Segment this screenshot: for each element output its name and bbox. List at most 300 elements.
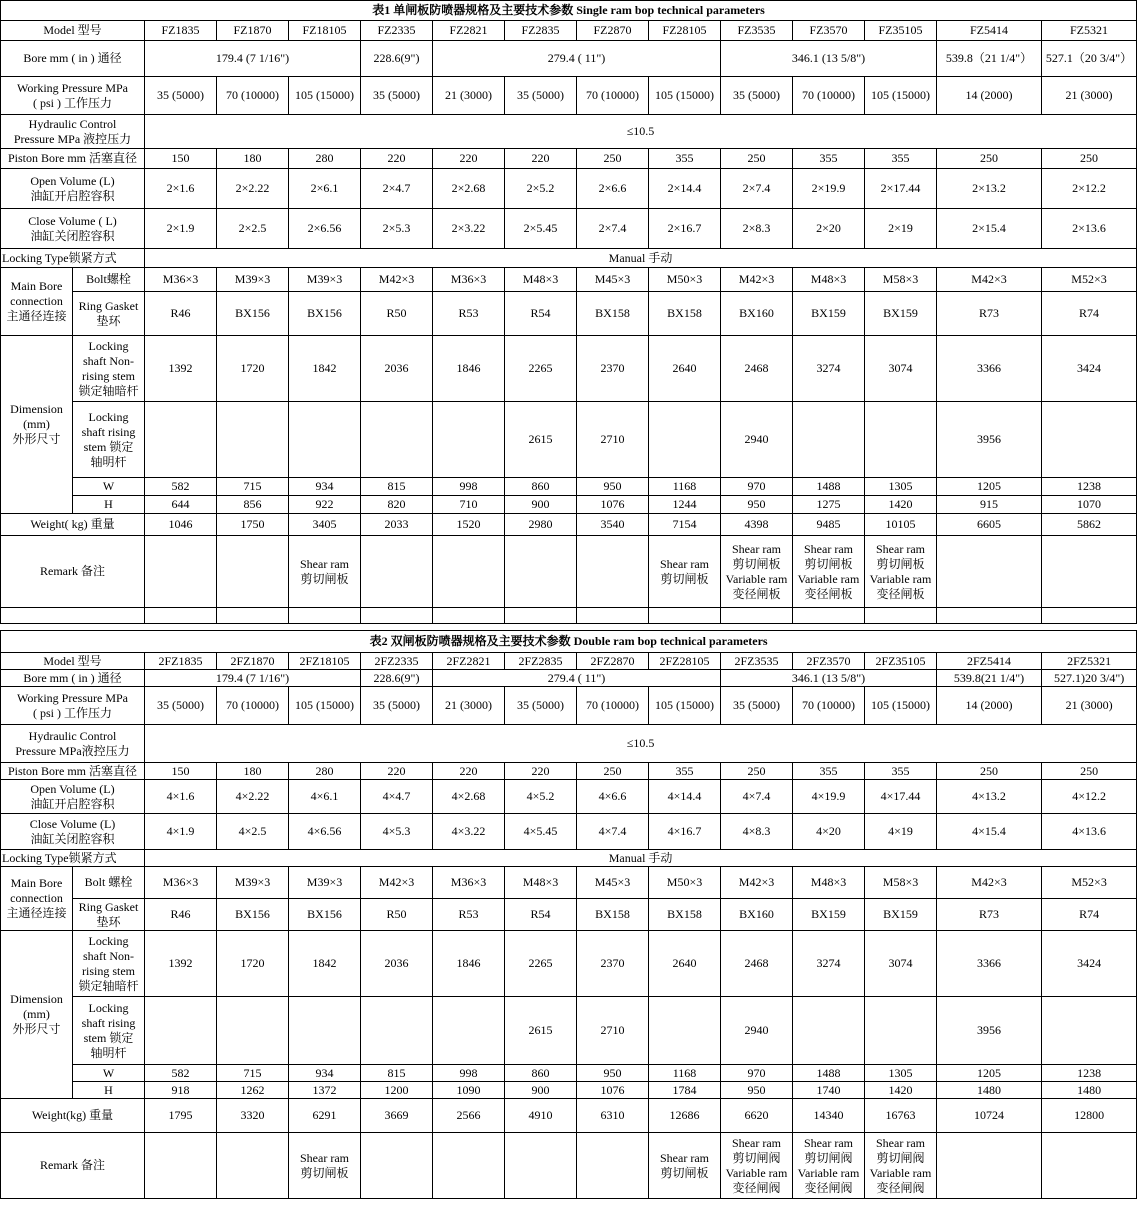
wp-cell: 70 (10000)	[577, 77, 649, 115]
weight-cell: 9485	[793, 514, 865, 536]
close-cell: 4×15.4	[937, 814, 1042, 850]
label-piston-bore: Piston Bore mm 活塞直径	[1, 763, 145, 780]
bore-cell: 346.1 (13 5/8")	[721, 41, 937, 77]
label-bolt: Bolt 螺栓	[73, 867, 145, 899]
wp-cell: 70 (10000)	[577, 687, 649, 725]
weight-cell: 3320	[217, 1099, 289, 1133]
table2-lnr-row	[1, 931, 1137, 997]
wp-cell: 105 (15000)	[649, 687, 721, 725]
label-model: Model 型号	[1, 653, 145, 670]
double-ram-table	[0, 630, 1137, 1199]
h-cell: 856	[217, 496, 289, 514]
table2-close-row	[1, 814, 1137, 850]
table1-piston-row	[1, 149, 1137, 169]
wp-cell: 35 (5000)	[361, 77, 433, 115]
table2-wp-row	[1, 687, 1137, 725]
label-bolt: Bolt螺栓	[73, 268, 145, 292]
model-cell: 2FZ2821	[433, 653, 505, 670]
w-cell: 1205	[937, 1065, 1042, 1082]
table1-model-row	[1, 21, 1137, 41]
lr-cell	[433, 997, 505, 1065]
wp-cell: 105 (15000)	[289, 687, 361, 725]
bore-cell: 179.4 (7 1/16")	[145, 670, 361, 687]
h-cell: 1784	[649, 1082, 721, 1099]
wp-cell: 14 (2000)	[937, 687, 1042, 725]
label-remark: Remark 备注	[1, 1133, 145, 1199]
open-cell: 4×4.7	[361, 780, 433, 814]
w-cell: 1168	[649, 1065, 721, 1082]
model-cell: FZ2835	[505, 21, 577, 41]
ring-cell: R53	[433, 292, 505, 336]
remark-cell: Shear ram 剪切闸阀 Variable ram 变径闸阀	[721, 1133, 793, 1199]
open-cell: 2×7.4	[721, 169, 793, 209]
wp-cell: 35 (5000)	[361, 687, 433, 725]
w-cell: 715	[217, 1065, 289, 1082]
ring-cell: BX160	[721, 292, 793, 336]
model-cell: FZ18105	[289, 21, 361, 41]
close-cell: 2×1.9	[145, 209, 217, 249]
table1-locking-row	[1, 249, 1137, 268]
bore-cell: 279.4 ( 11")	[433, 41, 721, 77]
model-cell: FZ5414	[937, 21, 1042, 41]
table1-wp-row	[1, 77, 1137, 115]
remark-cell	[505, 536, 577, 608]
piston-cell: 180	[217, 763, 289, 780]
wp-cell: 105 (15000)	[865, 687, 937, 725]
h-cell: 915	[937, 496, 1042, 514]
lnr-cell: 3074	[865, 931, 937, 997]
table2-lr-row	[1, 997, 1137, 1065]
bolt-cell: M48×3	[793, 268, 865, 292]
bolt-cell: M42×3	[721, 268, 793, 292]
lnr-cell: 3424	[1042, 336, 1137, 402]
bolt-cell: M42×3	[721, 867, 793, 899]
h-cell: 1480	[1042, 1082, 1137, 1099]
open-cell: 2×2.22	[217, 169, 289, 209]
model-cell: 2FZ28105	[649, 653, 721, 670]
bolt-cell: M42×3	[937, 867, 1042, 899]
label-main-bore-connection: Main Bore connection 主通径连接	[1, 867, 73, 931]
label-working-pressure: Working Pressure MPa ( psi ) 工作压力	[1, 687, 145, 725]
piston-cell: 220	[361, 763, 433, 780]
table2-caption: 表2 双闸板防喷器规格及主要技术参数 Double ram bop technical parameters	[1, 631, 1137, 653]
table2-bolt-row	[1, 867, 1137, 899]
table2-w-row	[1, 1065, 1137, 1082]
remark-cell	[361, 1133, 433, 1199]
label-locking-rising: Locking shaft rising stem 锁定 轴明杆	[73, 402, 145, 478]
hcp-cell: ≤10.5	[145, 725, 1137, 763]
label-ring-gasket: Ring Gasket 垫环	[73, 292, 145, 336]
open-cell: 4×19.9	[793, 780, 865, 814]
w-cell: 950	[577, 1065, 649, 1082]
table1-hcp-row	[1, 115, 1137, 149]
lnr-cell: 2468	[721, 336, 793, 402]
remark-cell	[577, 536, 649, 608]
wp-cell: 35 (5000)	[145, 77, 217, 115]
lnr-cell: 3074	[865, 336, 937, 402]
piston-cell: 220	[433, 149, 505, 169]
label-dimension: Dimension (mm) 外形尺寸	[1, 931, 73, 1099]
bore-cell: 228.6(9")	[361, 41, 433, 77]
open-cell: 2×6.1	[289, 169, 361, 209]
open-cell: 4×2.22	[217, 780, 289, 814]
model-cell: FZ28105	[649, 21, 721, 41]
bolt-cell: M39×3	[289, 867, 361, 899]
weight-cell: 2566	[433, 1099, 505, 1133]
w-cell: 1305	[865, 478, 937, 496]
lnr-cell: 2036	[361, 931, 433, 997]
ring-cell: R50	[361, 292, 433, 336]
bolt-cell: M48×3	[505, 268, 577, 292]
lr-cell	[1042, 997, 1137, 1065]
label-locking-non-rising: Locking shaft Non- rising stem 锁定轴暗杆	[73, 931, 145, 997]
close-cell: 4×7.4	[577, 814, 649, 850]
h-cell: 900	[505, 496, 577, 514]
h-cell: 820	[361, 496, 433, 514]
piston-cell: 180	[217, 149, 289, 169]
table2-ring-row	[1, 899, 1137, 931]
lr-cell: 3956	[937, 402, 1042, 478]
lnr-cell: 1720	[217, 336, 289, 402]
piston-cell: 355	[793, 763, 865, 780]
model-cell: 2FZ3570	[793, 653, 865, 670]
bolt-cell: M36×3	[145, 867, 217, 899]
ring-cell: R46	[145, 899, 217, 931]
weight-cell: 1795	[145, 1099, 217, 1133]
piston-cell: 355	[649, 763, 721, 780]
piston-cell: 220	[433, 763, 505, 780]
lnr-cell: 1392	[145, 336, 217, 402]
label-bore: Bore mm ( in ) 通径	[1, 41, 145, 77]
weight-cell: 16763	[865, 1099, 937, 1133]
label-locking-type: Locking Type锁紧方式	[1, 249, 145, 268]
close-cell: 4×2.5	[217, 814, 289, 850]
ring-cell: R54	[505, 292, 577, 336]
w-cell: 1168	[649, 478, 721, 496]
close-cell: 2×5.3	[361, 209, 433, 249]
lr-cell	[649, 997, 721, 1065]
bore-cell: 228.6(9")	[361, 670, 433, 687]
label-dimension: Dimension (mm) 外形尺寸	[1, 336, 73, 514]
open-cell: 4×17.44	[865, 780, 937, 814]
bolt-cell: M50×3	[649, 867, 721, 899]
label-bore: Bore mm ( in ) 通径	[1, 670, 145, 687]
label-working-pressure: Working Pressure MPa ( psi ) 工作压力	[1, 77, 145, 115]
ring-cell: BX159	[793, 899, 865, 931]
piston-cell: 250	[721, 763, 793, 780]
lr-cell: 2710	[577, 997, 649, 1065]
close-cell: 2×13.6	[1042, 209, 1137, 249]
ring-cell: R74	[1042, 292, 1137, 336]
label-weight: Weight( kg) 重量	[1, 514, 145, 536]
h-cell: 1372	[289, 1082, 361, 1099]
table1-lnr-row	[1, 336, 1137, 402]
remark-cell: Shear ram 剪切闸阀 Variable ram 变径闸阀	[793, 1133, 865, 1199]
close-cell: 4×5.3	[361, 814, 433, 850]
open-cell: 2×5.2	[505, 169, 577, 209]
h-cell: 644	[145, 496, 217, 514]
weight-cell: 7154	[649, 514, 721, 536]
h-cell: 1420	[865, 1082, 937, 1099]
table2-remark-row	[1, 1133, 1137, 1199]
w-cell: 934	[289, 478, 361, 496]
remark-cell	[217, 536, 289, 608]
table2-h-row	[1, 1082, 1137, 1099]
open-cell: 2×4.7	[361, 169, 433, 209]
open-cell: 4×12.2	[1042, 780, 1137, 814]
model-cell: FZ1835	[145, 21, 217, 41]
ring-cell: R50	[361, 899, 433, 931]
weight-cell: 6605	[937, 514, 1042, 536]
wp-cell: 21 (3000)	[1042, 687, 1137, 725]
close-cell: 4×16.7	[649, 814, 721, 850]
lnr-cell: 2370	[577, 931, 649, 997]
piston-cell: 220	[505, 763, 577, 780]
bolt-cell: M39×3	[217, 867, 289, 899]
w-cell: 970	[721, 478, 793, 496]
model-cell: FZ1870	[217, 21, 289, 41]
model-cell: 2FZ18105	[289, 653, 361, 670]
w-cell: 950	[577, 478, 649, 496]
hcp-cell: ≤10.5	[145, 115, 1137, 149]
lnr-cell: 2036	[361, 336, 433, 402]
w-cell: 1488	[793, 1065, 865, 1082]
h-cell: 950	[721, 496, 793, 514]
bolt-cell: M42×3	[361, 268, 433, 292]
lr-cell: 2710	[577, 402, 649, 478]
weight-cell: 5862	[1042, 514, 1137, 536]
wp-cell: 35 (5000)	[145, 687, 217, 725]
label-hydraulic-control-pressure: Hydraulic Control Pressure MPa液控压力	[1, 725, 145, 763]
w-cell: 715	[217, 478, 289, 496]
h-cell: 922	[289, 496, 361, 514]
ring-cell: R74	[1042, 899, 1137, 931]
ring-cell: R73	[937, 292, 1042, 336]
remark-cell: Shear ram 剪切闸板 Variable ram 变径闸板	[721, 536, 793, 608]
weight-cell: 6310	[577, 1099, 649, 1133]
weight-cell: 6291	[289, 1099, 361, 1133]
table1-caption: 表1 单闸板防喷器规格及主要技术参数 Single ram bop technical parameters	[1, 1, 1137, 21]
weight-cell: 3405	[289, 514, 361, 536]
w-cell: 860	[505, 1065, 577, 1082]
open-cell: 2×6.6	[577, 169, 649, 209]
lnr-cell: 2468	[721, 931, 793, 997]
table1-close-row	[1, 209, 1137, 249]
remark-cell: Shear ram 剪切闸板	[649, 1133, 721, 1199]
label-w: W	[73, 478, 145, 496]
model-cell: 2FZ2335	[361, 653, 433, 670]
lnr-cell: 3366	[937, 336, 1042, 402]
open-cell: 2×2.68	[433, 169, 505, 209]
lr-cell	[793, 402, 865, 478]
wp-cell: 70 (10000)	[217, 687, 289, 725]
table1-ring-row	[1, 292, 1137, 336]
label-locking-rising: Locking shaft rising stem 锁定 轴明杆	[73, 997, 145, 1065]
ring-cell: BX160	[721, 899, 793, 931]
close-cell: 2×3.22	[433, 209, 505, 249]
w-cell: 1305	[865, 1065, 937, 1082]
bore-cell: 539.8（21 1/4"）	[937, 41, 1042, 77]
bore-cell: 179.4 (7 1/16")	[145, 41, 361, 77]
piston-cell: 250	[577, 763, 649, 780]
open-cell: 2×17.44	[865, 169, 937, 209]
locking-cell: Manual 手动	[145, 850, 1137, 867]
label-open-volume: Open Volume (L) 油缸开启腔容积	[1, 780, 145, 814]
bore-cell: 527.1（20 3/4"）	[1042, 41, 1137, 77]
close-cell: 2×2.5	[217, 209, 289, 249]
bolt-cell: M45×3	[577, 867, 649, 899]
piston-cell: 250	[577, 149, 649, 169]
close-cell: 4×1.9	[145, 814, 217, 850]
weight-cell: 12686	[649, 1099, 721, 1133]
bolt-cell: M52×3	[1042, 867, 1137, 899]
close-cell: 4×20	[793, 814, 865, 850]
close-cell: 4×6.56	[289, 814, 361, 850]
remark-cell	[937, 536, 1042, 608]
h-cell: 1200	[361, 1082, 433, 1099]
bolt-cell: M39×3	[289, 268, 361, 292]
table1-w-row	[1, 478, 1137, 496]
model-cell: FZ3535	[721, 21, 793, 41]
model-cell: 2FZ3535	[721, 653, 793, 670]
table2-model-row	[1, 653, 1137, 670]
lnr-cell: 3366	[937, 931, 1042, 997]
weight-cell: 3669	[361, 1099, 433, 1133]
ring-cell: R53	[433, 899, 505, 931]
ring-cell: BX158	[649, 292, 721, 336]
bolt-cell: M48×3	[793, 867, 865, 899]
ring-cell: BX158	[649, 899, 721, 931]
piston-cell: 355	[793, 149, 865, 169]
weight-cell: 2980	[505, 514, 577, 536]
w-cell: 1238	[1042, 478, 1137, 496]
model-cell: FZ5321	[1042, 21, 1137, 41]
lnr-cell: 2640	[649, 336, 721, 402]
w-cell: 934	[289, 1065, 361, 1082]
lnr-cell: 1720	[217, 931, 289, 997]
remark-cell	[145, 1133, 217, 1199]
w-cell: 998	[433, 478, 505, 496]
model-cell: FZ2870	[577, 21, 649, 41]
open-cell: 4×2.68	[433, 780, 505, 814]
wp-cell: 70 (10000)	[793, 77, 865, 115]
weight-cell: 1750	[217, 514, 289, 536]
model-cell: 2FZ1870	[217, 653, 289, 670]
table1-bolt-row	[1, 268, 1137, 292]
h-cell: 1740	[793, 1082, 865, 1099]
lnr-cell: 2370	[577, 336, 649, 402]
lr-cell	[217, 402, 289, 478]
model-cell: 2FZ2835	[505, 653, 577, 670]
close-cell: 2×20	[793, 209, 865, 249]
h-cell: 1275	[793, 496, 865, 514]
ring-cell: BX156	[289, 899, 361, 931]
lr-cell	[145, 997, 217, 1065]
label-h: H	[73, 496, 145, 514]
wp-cell: 35 (5000)	[505, 77, 577, 115]
lr-cell	[865, 997, 937, 1065]
ring-cell: BX158	[577, 292, 649, 336]
label-close-volume: Close Volume ( L) 油缸关闭腔容积	[1, 209, 145, 249]
wp-cell: 35 (5000)	[721, 77, 793, 115]
label-piston-bore: Piston Bore mm 活塞直径	[1, 149, 145, 169]
piston-cell: 150	[145, 763, 217, 780]
h-cell: 1070	[1042, 496, 1137, 514]
lnr-cell: 1846	[433, 336, 505, 402]
table1-h-row	[1, 496, 1137, 514]
remark-cell: Shear ram 剪切闸板	[289, 1133, 361, 1199]
lnr-cell: 3274	[793, 931, 865, 997]
label-model: Model 型号	[1, 21, 145, 41]
piston-cell: 355	[865, 763, 937, 780]
label-main-bore-connection: Main Bore connection 主通径连接	[1, 268, 73, 336]
piston-cell: 250	[1042, 763, 1137, 780]
label-locking-type: Locking Type锁紧方式	[1, 850, 145, 867]
ring-cell: BX159	[865, 292, 937, 336]
table1-weight-row	[1, 514, 1137, 536]
bolt-cell: M50×3	[649, 268, 721, 292]
remark-cell: Shear ram 剪切闸板 Variable ram 变径闸板	[793, 536, 865, 608]
lnr-cell: 2265	[505, 931, 577, 997]
remark-cell	[433, 536, 505, 608]
lr-cell	[1042, 402, 1137, 478]
bolt-cell: M45×3	[577, 268, 649, 292]
table2-locking-row	[1, 850, 1137, 867]
close-cell: 4×13.6	[1042, 814, 1137, 850]
open-cell: 4×6.1	[289, 780, 361, 814]
model-cell: FZ2821	[433, 21, 505, 41]
wp-cell: 70 (10000)	[793, 687, 865, 725]
open-cell: 4×5.2	[505, 780, 577, 814]
wp-cell: 70 (10000)	[217, 77, 289, 115]
lr-cell	[433, 402, 505, 478]
remark-cell: Shear ram 剪切闸阀 Variable ram 变径闸阀	[865, 1133, 937, 1199]
w-cell: 815	[361, 1065, 433, 1082]
h-cell: 1244	[649, 496, 721, 514]
remark-cell	[361, 536, 433, 608]
close-cell: 2×5.45	[505, 209, 577, 249]
bolt-cell: M48×3	[505, 867, 577, 899]
h-cell: 1076	[577, 1082, 649, 1099]
label-locking-non-rising: Locking shaft Non- rising stem 锁定轴暗杆	[73, 336, 145, 402]
piston-cell: 150	[145, 149, 217, 169]
remark-cell	[217, 1133, 289, 1199]
weight-cell: 4398	[721, 514, 793, 536]
remark-cell	[937, 1133, 1042, 1199]
wp-cell: 105 (15000)	[649, 77, 721, 115]
h-cell: 1090	[433, 1082, 505, 1099]
close-cell: 2×16.7	[649, 209, 721, 249]
bolt-cell: M58×3	[865, 268, 937, 292]
remark-cell	[145, 536, 217, 608]
open-cell: 2×1.6	[145, 169, 217, 209]
label-open-volume: Open Volume (L) 油缸开启腔容积	[1, 169, 145, 209]
label-weight: Weight(kg) 重量	[1, 1099, 145, 1133]
lr-cell	[793, 997, 865, 1065]
weight-cell: 1520	[433, 514, 505, 536]
close-cell: 2×15.4	[937, 209, 1042, 249]
bolt-cell: M39×3	[217, 268, 289, 292]
piston-cell: 220	[361, 149, 433, 169]
model-cell: 2FZ35105	[865, 653, 937, 670]
lr-cell: 2615	[505, 997, 577, 1065]
remark-cell	[1042, 1133, 1137, 1199]
weight-cell: 1046	[145, 514, 217, 536]
w-cell: 815	[361, 478, 433, 496]
wp-cell: 21 (3000)	[433, 687, 505, 725]
piston-cell: 250	[1042, 149, 1137, 169]
model-cell: 2FZ5414	[937, 653, 1042, 670]
